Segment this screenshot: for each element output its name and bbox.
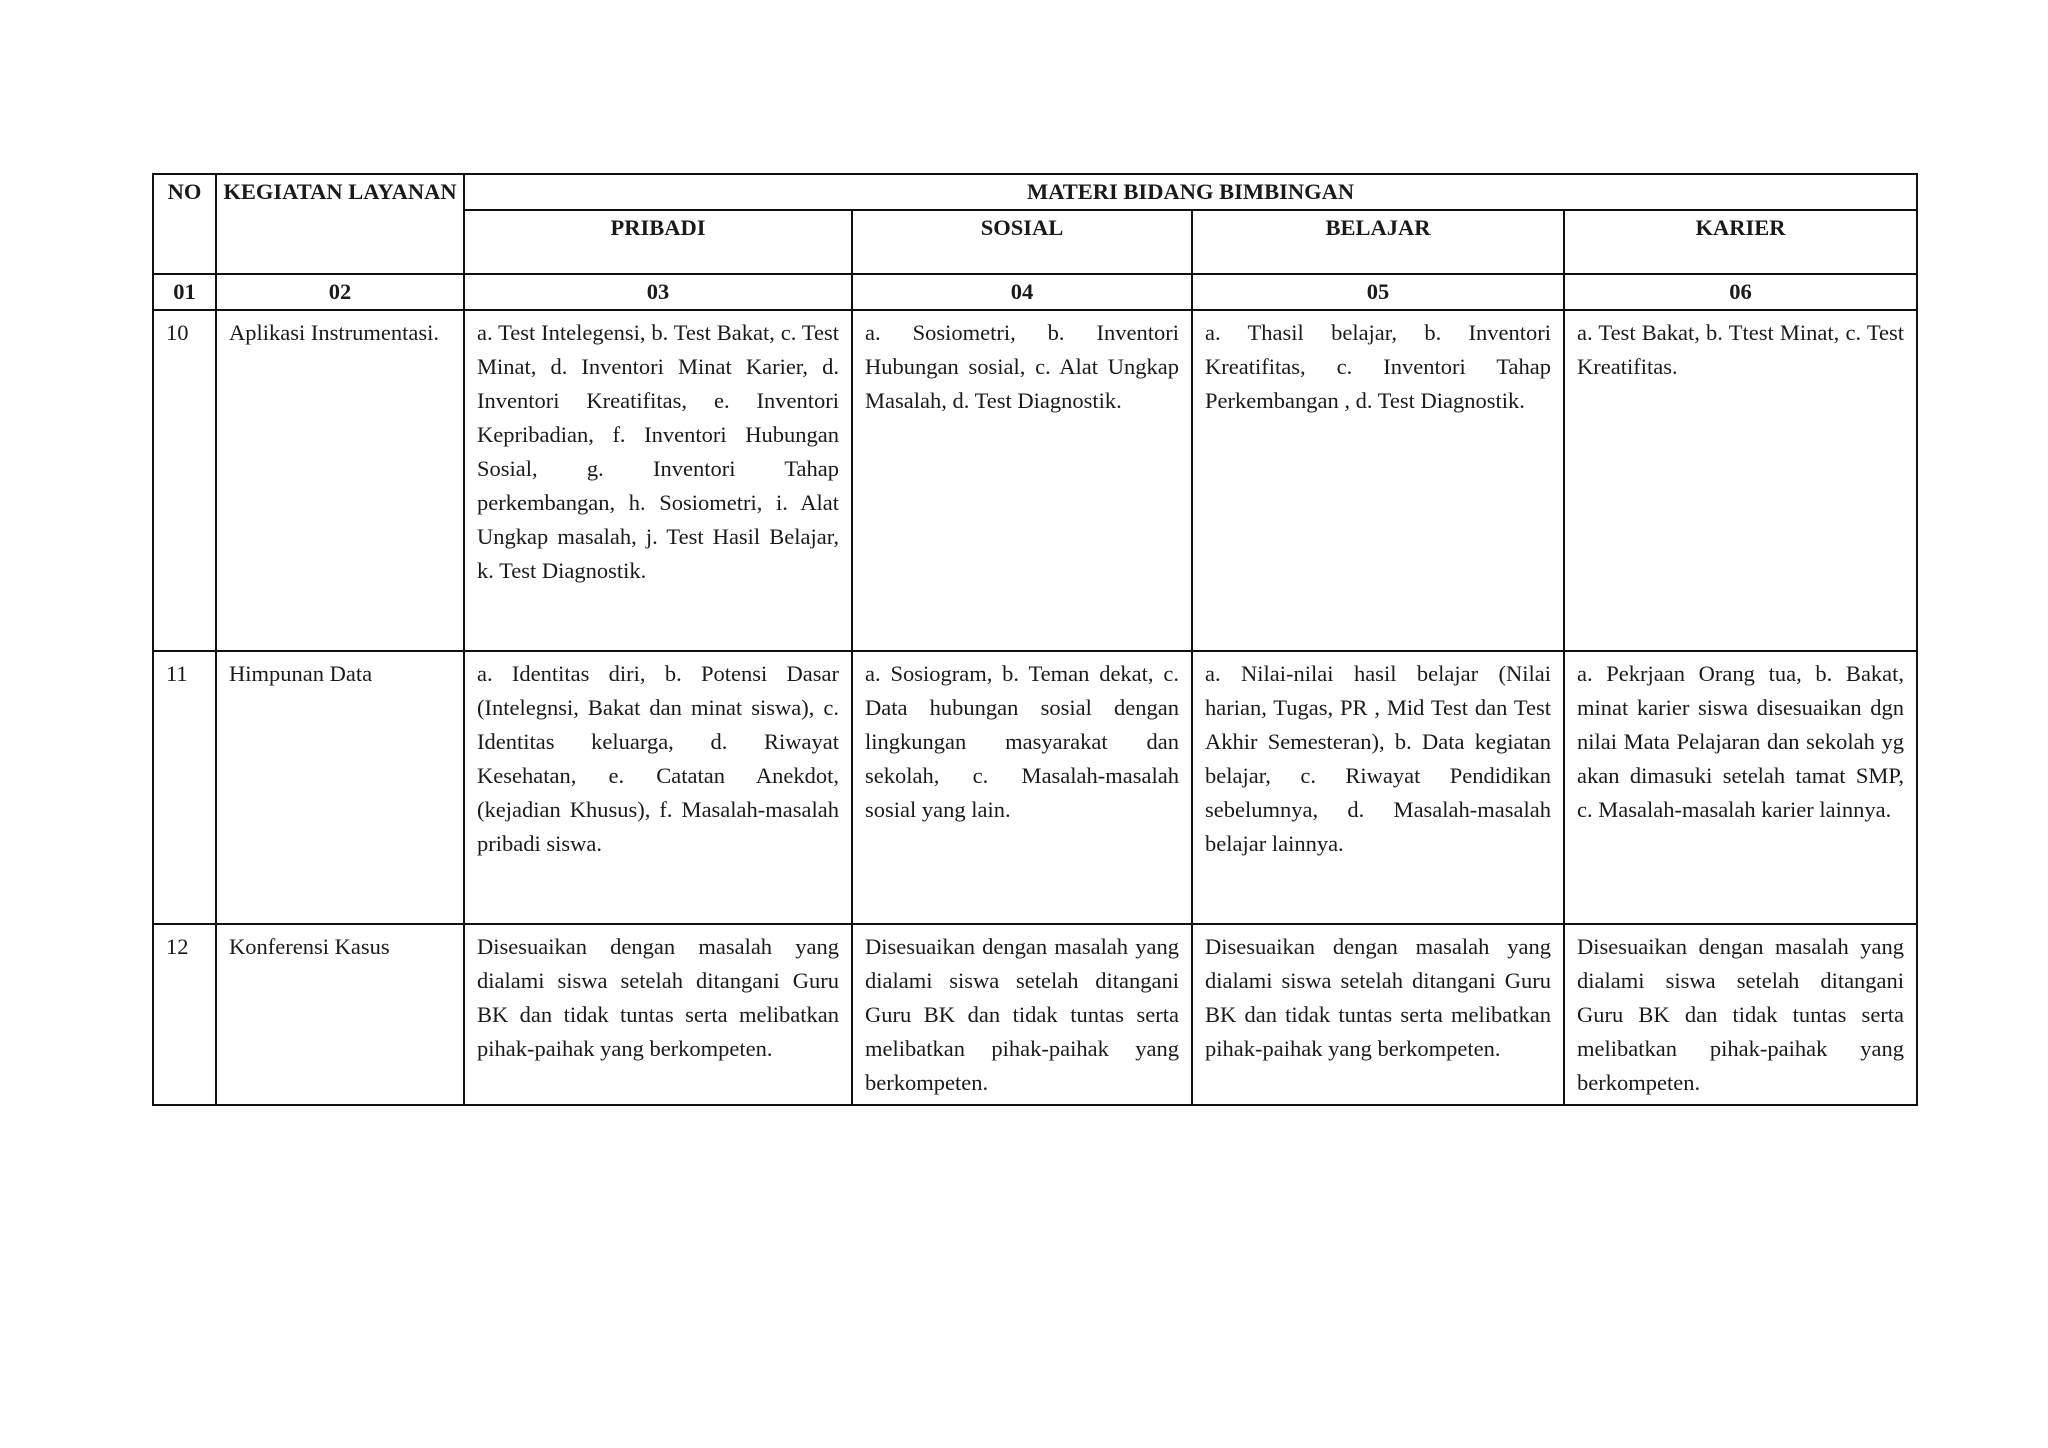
sosial-cell: a. Sosiometri, b. Inventori Hubungan sosial, c. Alat Ungkap Masalah, d. Test Diagnostik. [852, 310, 1192, 651]
column-number: 03 [464, 274, 852, 310]
belajar-cell: Disesuaikan dengan masalah yang dialami siswa setelah ditangani Guru BK dan tidak tuntas serta melibatkan pihak-paihak yang berkompeten. [1192, 924, 1564, 1105]
column-number: 05 [1192, 274, 1564, 310]
pribadi-cell: a. Test Intelegensi, b. Test Bakat, c. Test Minat, d. Inventori Minat Karier, d. Inventori Kreatifitas, e. Inventori Kepribadian, f. Inventori Hubungan Sosial, g. Inventori Tahap perkembangan, h. Sosiometri, i. Alat Ungkap masalah, j. Test Hasil Belajar, k. Test Diagnostik. [464, 310, 852, 651]
header-pribadi: PRIBADI [464, 210, 852, 274]
header-belajar: BELAJAR [1192, 210, 1564, 274]
column-number: 06 [1564, 274, 1917, 310]
row-number: 11 [153, 651, 216, 924]
sosial-cell: a. Sosiogram, b. Teman dekat, c. Data hubungan sosial dengan lingkungan masyarakat dan sekolah, c. Masalah-masalah sosial yang lain. [852, 651, 1192, 924]
kegiatan-cell: Aplikasi Instrumentasi. [216, 310, 464, 651]
kegiatan-cell: Himpunan Data [216, 651, 464, 924]
table-row [153, 651, 1917, 924]
karier-cell: a. Test Bakat, b. Ttest Minat, c. Test Kreatifitas. [1564, 310, 1917, 651]
header-kegiatan-layanan: KEGIATAN LAYANAN [216, 174, 464, 274]
pribadi-cell: Disesuaikan dengan masalah yang dialami siswa setelah ditangani Guru BK dan tidak tuntas serta melibatkan pihak-paihak yang berkompeten. [464, 924, 852, 1105]
header-karier: KARIER [1564, 210, 1917, 274]
table-row [153, 310, 1917, 651]
kegiatan-cell: Konferensi Kasus [216, 924, 464, 1105]
header-sosial: SOSIAL [852, 210, 1192, 274]
header-row-main [153, 174, 1917, 210]
pribadi-cell: a. Identitas diri, b. Potensi Dasar (Intelegnsi, Bakat dan minat siswa), c. Identitas keluarga, d. Riwayat Kesehatan, e. Catatan Anekdot, (kejadian Khusus), f. Masalah-masalah pribadi siswa. [464, 651, 852, 924]
karier-cell: a. Pekrjaan Orang tua, b. Bakat, minat karier siswa disesuaikan dgn nilai Mata Pelajaran dan sekolah yg akan dimasuki setelah tamat SMP, c. Masalah-masalah karier lainnya. [1564, 651, 1917, 924]
row-number: 10 [153, 310, 216, 651]
row-number: 12 [153, 924, 216, 1105]
column-number: 01 [153, 274, 216, 310]
header-materi-bidang-bimbingan: MATERI BIDANG BIMBINGAN [464, 174, 1917, 210]
column-number: 04 [852, 274, 1192, 310]
belajar-cell: a. Thasil belajar, b. Inventori Kreatifitas, c. Inventori Tahap Perkembangan , d. Test Diagnostik. [1192, 310, 1564, 651]
sosial-cell: Disesuaikan dengan masalah yang dialami siswa setelah ditangani Guru BK dan tidak tuntas serta melibatkan pihak-paihak yang berkompeten. [852, 924, 1192, 1105]
karier-cell: Disesuaikan dengan masalah yang dialami siswa setelah ditangani Guru BK dan tidak tuntas serta melibatkan pihak-paihak yang berkompeten. [1564, 924, 1917, 1105]
belajar-cell: a. Nilai-nilai hasil belajar (Nilai harian, Tugas, PR , Mid Test dan Test Akhir Semesteran), b. Data kegiatan belajar, c. Riwayat Pendidikan sebelumnya, d. Masalah-masalah belajar lainnya. [1192, 651, 1564, 924]
materi-bimbingan-table [152, 173, 1918, 1106]
header-no: NO [153, 174, 216, 274]
column-number: 02 [216, 274, 464, 310]
table-row [153, 924, 1917, 1105]
column-number-row [153, 274, 1917, 310]
